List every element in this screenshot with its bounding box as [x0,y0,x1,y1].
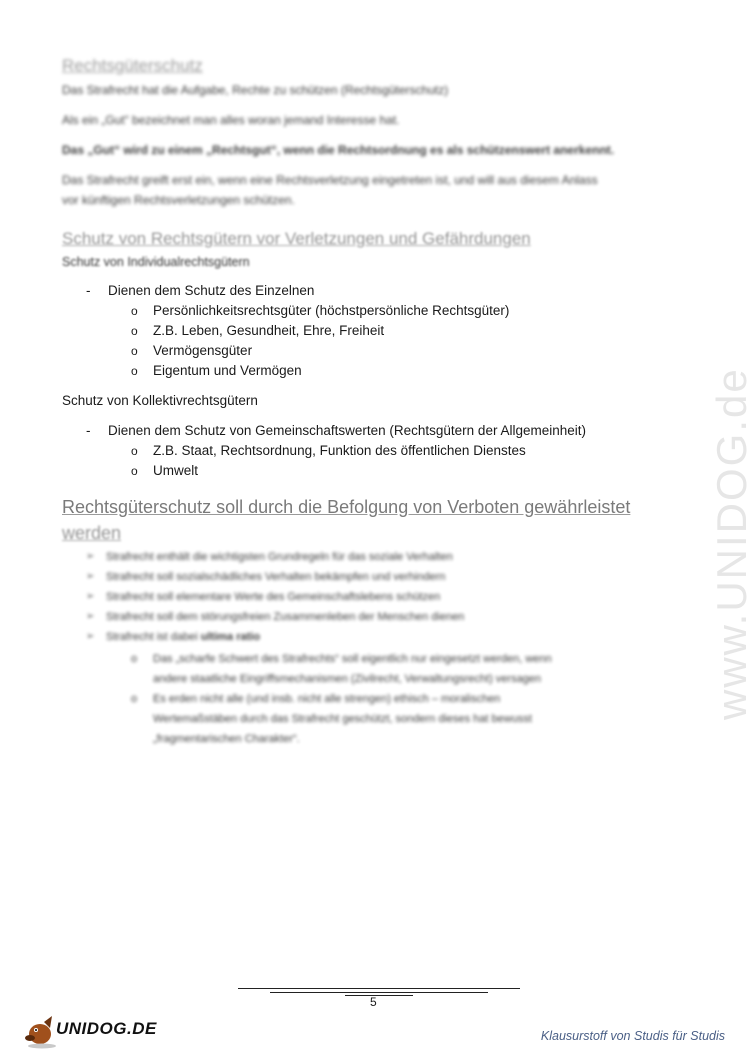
sub-heading-kollektiv: Schutz von Kollektivrechtsgütern [62,393,258,408]
list-item-text: Umwelt [153,463,199,478]
sub-item-text: Das „scharfe Schwert des Strafrechts“ soll eigentlich nur eingesetzt werden, wenn [153,653,552,665]
footer-rule [238,988,520,989]
list-item-text: Z.B. Staat, Rechtsordnung, Funktion des öffentlichen Dienstes [153,443,526,458]
arrow-bullet-icon: ➢ [86,611,95,622]
arrow-item-text: Strafrecht soll elementare Werte des Gemeinschaftslebens schützen [106,591,441,603]
circle-bullet-icon: o [131,653,138,665]
watermark-text: www.UNIDOG.de [708,367,755,720]
heading-schutz-von-rechtsguetern: Schutz von Rechtsgütern vor Verletzungen und Gefährdungen [62,229,531,248]
paragraph-4-line2: vor künftigen Rechtsverletzungen schützen. [62,193,295,207]
paragraph-1: Das Strafrecht hat die Aufgabe, Rechte zu schützen (Rechtsgüterschutz) [62,83,449,97]
circle-bullet-icon: o [131,464,138,478]
arrow-item-text [106,627,260,647]
list-item-text: Eigentum und Vermögen [153,363,302,378]
arrow-bullet-icon: ➢ [86,631,95,642]
heading-verbote-line2: werden [62,523,122,543]
sub-item-text: „fragmentarischen Charakter“. [153,733,300,745]
list-item-text: Z.B. Leben, Gesundheit, Ehre, Freiheit [153,323,385,338]
paragraph-3-bold: Das „Gut“ wird zu einem „Rechtsgut“, wenn die Rechtsordnung es als schützenswert anerkennt. [62,143,615,157]
arrow-bullet-icon: ➢ [86,591,95,602]
sub-item-text: andere staatliche Eingriffsmechanismen (Zivilrecht, Verwaltungsrecht) versagen [153,673,542,685]
list-item-text: Vermögensgüter [153,343,253,358]
circle-bullet-icon: o [131,444,138,458]
dash-marker: - [86,283,91,298]
list-item-text: Persönlichkeitsrechtsgüter (höchstpersönliche Rechtsgüter) [153,303,510,318]
arrow-item-text: Strafrecht enthält die wichtigsten Grundregeln für das soziale Verhalten [106,551,453,563]
arrow-item-text: Strafrecht soll sozialschädliches Verhalten bekämpfen und verhindern [106,571,446,583]
heading-verbote: Rechtsgüterschutz soll durch die Befolgung von Verboten gewährleistet [62,497,631,517]
footer-rule [270,992,488,993]
arrow-item-text: Strafrecht soll dem störungsfreien Zusammenleben der Menschen dienen [106,611,465,623]
circle-bullet-icon: o [131,324,138,338]
arrow-bullet-icon: ➢ [86,571,95,582]
heading-rechtsgueterschutz: Rechtsgüterschutz [62,56,203,75]
dash-item-text: Dienen dem Schutz des Einzelnen [108,283,315,298]
circle-bullet-icon: o [131,693,138,705]
sub-item-text: Wertemaßstäben durch das Strafrecht geschützt, sondern dieses hat bewusst [153,713,532,725]
ultima-ratio-bold: ultima ratio [200,631,261,643]
circle-bullet-icon: o [131,344,138,358]
dash-marker: - [86,423,91,438]
arrow-item-prefix: Strafrecht ist dabei [106,631,198,643]
circle-bullet-icon: o [131,304,138,318]
page-number: 5 [370,995,377,1009]
paragraph-2: Als ein „Gut“ bezeichnet man alles woran jemand Interesse hat. [62,113,400,127]
sub-heading-individual: Schutz von Individualrechtsgütern [62,255,250,269]
paragraph-4-line1: Das Strafrecht greift erst ein, wenn eine Rechtsverletzung eingetreten ist, und will aus diesem Anlass [62,173,598,187]
dash-item-text: Dienen dem Schutz von Gemeinschaftswerten (Rechtsgütern der Allgemeinheit) [108,423,586,438]
circle-bullet-icon: o [131,364,138,378]
footer-rule [345,995,413,996]
sub-item-text: Es erden nicht alle (und insb. nicht alle strengen) ethisch – moralischen [153,693,501,705]
footer-claim: Klausurstoff von Studis für Studis [540,1029,725,1043]
arrow-bullet-icon: ➢ [86,551,95,562]
logo-text: UNIDOG.DE [56,1019,157,1038]
